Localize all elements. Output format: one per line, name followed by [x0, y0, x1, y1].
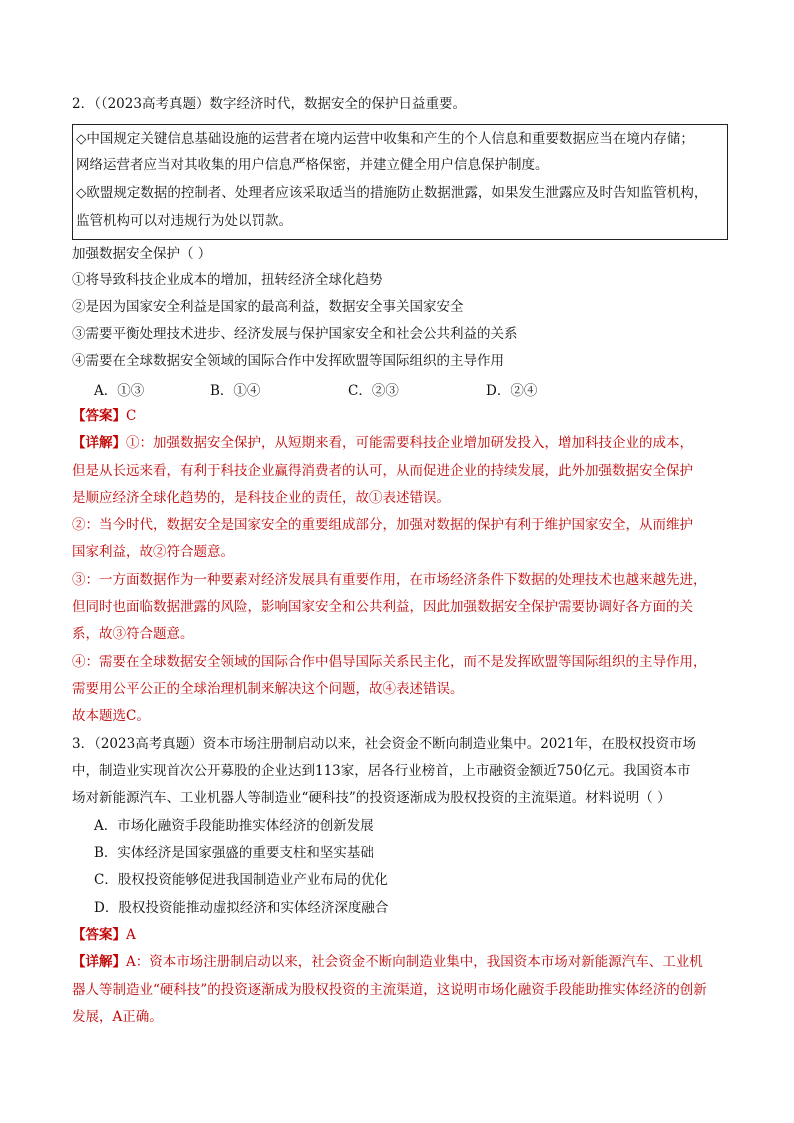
q2-detail-line	[72, 433, 693, 453]
q2-answer	[72, 406, 136, 426]
q2-detail-line: 国家利益，故②符合题意。	[72, 544, 234, 560]
q2-statement: ④需要在全球数据安全领域的国际合作中发挥欧盟等国际组织的主导作用	[72, 353, 504, 369]
q3-detail-line	[72, 952, 703, 972]
q2-detail-line: ③：一方面数据作为一种要素对经济发展具有重要作用，在市场经济条件下数据的处理技术也越来越先进，	[72, 572, 707, 588]
q2-statement: ①将导致科技企业成本的增加，扭转经济全球化趋势	[72, 272, 383, 288]
q3-detail-line: 发展，A正确。	[72, 1009, 163, 1025]
answer-label: 【答案】	[72, 927, 126, 943]
answer-label: 【答案】	[72, 408, 126, 424]
q3-detail-line: 器人等制造业“硬科技”的投资逐渐成为股权投资的主流渠道，这说明市场化融资手段能助推实体经济的创新	[72, 982, 707, 998]
q3-stem-line: 场对新能源汽车、工业机器人等制造业“硬科技”的投资逐渐成为股权投资的主流渠道。材料说明（ ）	[72, 790, 671, 806]
q2-option-c: C．②③	[348, 383, 399, 399]
detail-label: 【详解】	[72, 435, 126, 451]
q2-detail-line: 系，故③符合题意。	[72, 626, 194, 642]
q2-question: 加强数据安全保护（ ）	[72, 246, 212, 262]
q3-option-a: A．市场化融资手段能助推实体经济的创新发展	[94, 818, 374, 834]
q2-option-d: D．②④	[486, 383, 538, 399]
q2-statement: ②是因为国家安全利益是国家的最高利益，数据安全事关国家安全	[72, 299, 464, 315]
q3-stem-line: 3．（2023高考真题）资本市场注册制启动以来，社会资金不断向制造业集中。2021年，在股权投资市场	[72, 736, 697, 752]
q2-detail-line: 是顺应经济全球化趋势的，是科技企业的责任，故①表述错误。	[72, 490, 450, 506]
detail-label: 【详解】	[72, 954, 126, 970]
q3-stem-line: 中，制造业实现首次公开募股的企业达到113家，居各行业榜首，上市融资金额近750亿元。我国资本市	[72, 763, 691, 779]
q2-detail-line: 需要用公平公正的全球治理机制来解决这个问题，故④表述错误。	[72, 681, 464, 697]
q2-material-line: 监管机构可以对违规行为处以罚款。	[76, 213, 292, 229]
q3-option-c: C．股权投资能够促进我国制造业产业布局的优化	[94, 872, 388, 888]
answer-value: C	[126, 408, 137, 424]
q2-detail-line: ④：需要在全球数据安全领域的国际合作中倡导国际关系民主化，而不是发挥欧盟等国际组织的主导作用，	[72, 654, 707, 670]
q2-material-line: ◇欧盟规定数据的控制者、处理者应该采取适当的措施防止数据泄露，如果发生泄露应及时告知监管机构，	[76, 185, 708, 201]
q3-option-b: B．实体经济是国家强盛的重要支柱和坚实基础	[94, 845, 374, 861]
detail-text: ①：加强数据安全保护，从短期来看，可能需要科技企业增加研发投入，增加科技企业的成本，	[126, 435, 693, 451]
detail-text: A：资本市场注册制启动以来，社会资金不断向制造业集中，我国资本市场对新能源汽车、工业机	[126, 954, 703, 970]
q3-option-d: D．股权投资能推动虚拟经济和实体经济深度融合	[94, 900, 389, 916]
q2-detail-line: 但是从长远来看，有利于科技企业赢得消费者的认可，从而促进企业的持续发展，此外加强数据安全保护	[72, 463, 693, 479]
q2-option-a: A．①③	[94, 383, 145, 399]
q2-detail-line: ②：当今时代，数据安全是国家安全的重要组成部分，加强对数据的保护有利于维护国家安全，从而维护	[72, 517, 693, 533]
q2-material-line: ◇中国规定关键信息基础设施的运营者在境内运营中收集和产生的个人信息和重要数据应当在境内存储；	[76, 131, 694, 147]
q2-material-line: 网络运营者应当对其收集的用户信息严格保密，并建立健全用户信息保护制度。	[76, 157, 549, 173]
answer-value: A	[126, 927, 136, 943]
q3-answer	[72, 925, 136, 945]
q2-stem: 2．（（2023高考真题）数字经济时代，数据安全的保护日益重要。	[72, 96, 466, 112]
q2-material-box	[72, 124, 728, 240]
q2-statement: ③需要平衡处理技术进步、经济发展与保护国家安全和社会公共利益的关系	[72, 326, 518, 342]
q2-conclusion: 故本题选C。	[72, 708, 150, 724]
q2-detail-line: 但同时也面临数据泄露的风险，影响国家安全和公共利益，因此加强数据安全保护需要协调好各方面的关	[72, 599, 693, 615]
q2-option-b: B．①④	[210, 383, 261, 399]
